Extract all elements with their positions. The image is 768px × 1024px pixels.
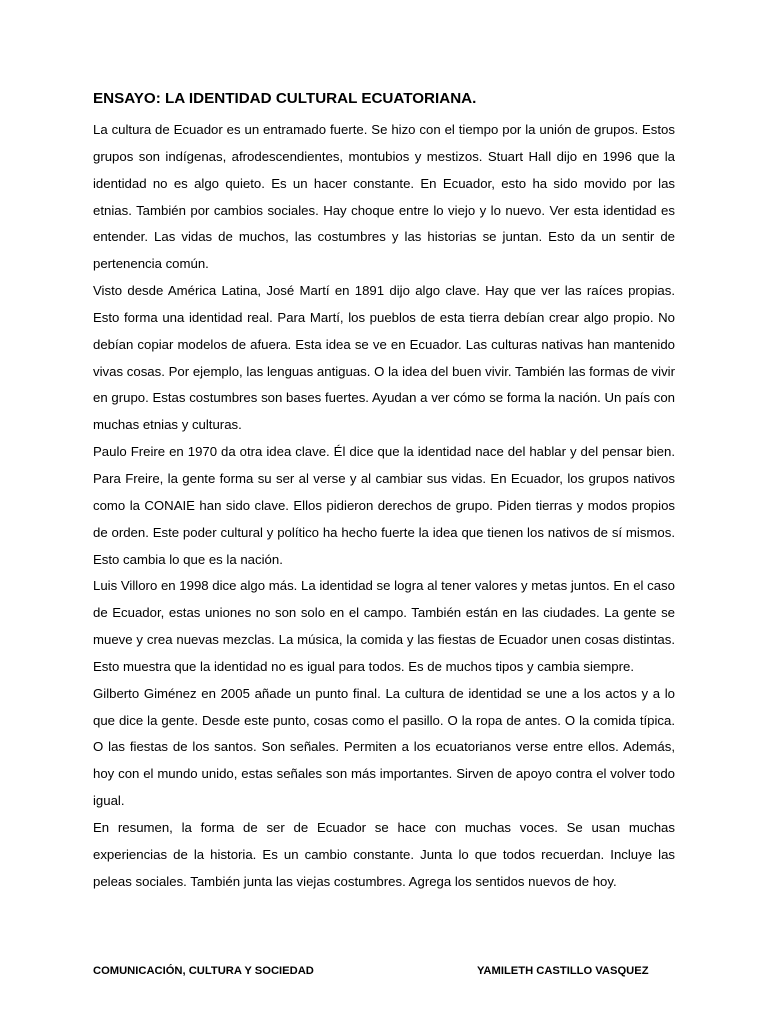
paragraph-5: Gilberto Giménez en 2005 añade un punto final. La cultura de identidad se une a los actos y a lo que dice la gente. Desde este punto, cosas como el pasillo. O la ropa de antes. O la comida típica. O las fiestas de los santos. Son señales. Permiten a los ecuatorianos verse entre ellos. Además, hoy con el mundo unido, estas señales son más importantes. Sirven de apoyo contra el volver todo igual. (93, 685, 675, 809)
footer-course-name: COMUNICACIÓN, CULTURA Y SOCIEDAD (93, 965, 314, 977)
paragraph-6: En resumen, la forma de ser de Ecuador se hace con muchas voces. Se usan muchas experiencias de la historia. Es un cambio constante. Junta lo que todos recuerdan. Incluye las peleas sociales. También junta las viejas costumbres. Agrega los sentidos nuevos de hoy. (93, 819, 675, 889)
paragraph-2: Visto desde América Latina, José Martí en 1891 dijo algo clave. Hay que ver las raíces propias. Esto forma una identidad real. Para Martí, los pueblos de esta tierra debían crear algo propio. No debían copiar modelos de afuera. Esta idea se ve en Ecuador. Las culturas nativas han mantenido vivas cosas. Por ejemplo, las lenguas antiguas. O la idea del buen vivir. También las formas de vivir en grupo. Estas costumbres son bases fuertes. Ayudan a ver cómo se forma la nación. Un país con muchas etnias y culturas. (93, 283, 675, 433)
essay-title: ENSAYO: LA IDENTIDAD CULTURAL ECUATORIANA. (93, 90, 477, 107)
footer-author-name: YAMILETH CASTILLO VASQUEZ (477, 965, 649, 977)
paragraph-4: Luis Villoro en 1998 dice algo más. La identidad se logra al tener valores y metas juntos. En el caso de Ecuador, estas uniones no son solo en el campo. También están en las ciudades. La gente se mueve y crea nuevas mezclas. La música, la comida y las fiestas de Ecuador unen cosas distintas. Esto muestra que la identidad no es igual para todos. Es de muchos tipos y cambia siempre. (93, 578, 675, 674)
paragraph-1: La cultura de Ecuador es un entramado fuerte. Se hizo con el tiempo por la unión de grupos. Estos grupos son indígenas, afrodescendientes, montubios y mestizos. Stuart Hall dijo en 1996 que la identidad no es algo quieto. Es un hacer constante. En Ecuador, esto ha sido movido por las etnias. También por cambios sociales. Hay choque entre lo viejo y lo nuevo. Ver esta identidad es entender. Las vidas de muchos, las costumbres y las historias se juntan. Esto da un sentir de pertenencia común. (93, 122, 675, 272)
essay-body (93, 117, 675, 895)
paragraph-3: Paulo Freire en 1970 da otra idea clave. Él dice que la identidad nace del hablar y del pensar bien. Para Freire, la gente forma su ser al verse y al cambiar sus vidas. En Ecuador, los grupos nativos como la CONAIE han sido clave. Ellos pidieron derechos de grupo. Piden tierras y modos propios de orden. Este poder cultural y político ha hecho fuerte la idea que tienen los nativos de sí mismos. Esto cambia lo que es la nación. (93, 444, 675, 567)
